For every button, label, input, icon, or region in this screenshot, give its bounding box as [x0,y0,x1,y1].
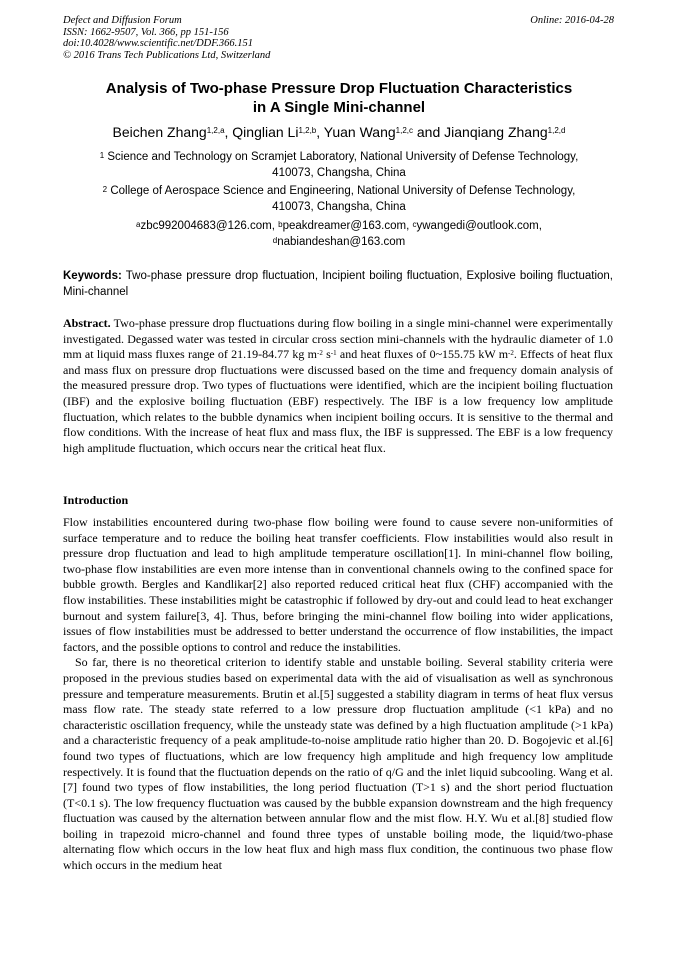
email-marker: c [412,220,417,229]
abstract-exponent: -1 [330,349,337,358]
affiliation-line: Science and Technology on Scramjet Laboratory, National University of Defense Technology, [107,151,579,163]
email-list [60,219,618,250]
email-address: ywangedi@outlook.com, [416,220,542,232]
author-separator: , [316,124,324,140]
paper-title [40,80,638,117]
abstract-block [63,316,613,456]
section-heading-introduction: Introduction [63,493,129,507]
affiliation-line: 410073, Changsha, China [272,200,406,213]
keywords-text: Two-phase pressure drop fluctuation, Incipient boiling fluctuation, Explosive boiling fluctuation, Mini-channel [63,270,613,298]
author-affiliation-marker: 1,2,d [547,126,566,135]
copyright-line: © 2016 Trans Tech Publications Ltd, Switzerland [63,49,271,61]
author-name: Yuan Wang [323,124,396,140]
author-affiliation-marker: 1,2,c [395,126,413,135]
keywords-block [63,269,613,300]
author-list [20,124,658,141]
author-affiliation-marker: 1,2,b [298,126,317,135]
affiliation-marker: 2 [102,185,108,194]
affiliation-marker: 1 [99,151,105,160]
author-name: Qinglian Li [232,124,299,140]
title-line-2: in A Single Mini-channel [252,98,426,116]
abstract-text: Two-phase pressure drop fluctuations during flow boiling in a single mini-channel were experimentally investigated. Degassed water was tested in circular cross section mini-channels with the hydraulic diameter of 1.0 mm at liquid mass fluxes range of 21.19-84.77 kg m [63,316,613,362]
paragraph: So far, there is no theoretical criterion to identify stable and unstable boiling. Several stability criteria were proposed in the previous studies based on experimental data with the aid of visualisation as well as synchronous pressure and temperature measurements. Brutin et al.[5] suggested a stability diagram in terms of heat flux versus mass flow rate. The steady state referred to a low pressure drop fluctuation amplitude (<1 kPa) and no characteristic oscillation frequency, while the unsteady state was defined by a high fluctuation amplitude (>1 kPa) and a characteristic frequency of a peak amplitude-to-noise amplitude ratio higher than 20. D. Bogojevic et al.[6] found two types of fluctuations, which are low frequency high amplitude and high frequency low amplitude respectively. It is found that the fluctuation depends on the ratio of q/G and the inlet liquid subcooling. Wang et al.[7] found two types of flow instabilities, the long period fluctuation (T>1 s) and the short period fluctuation (T<0.1 s). The low frequency fluctuation was caused by the bubble expansion downstream and the high frequency fluctuation was caused by the alternation between annular flow and the mist flow. H.Y. Wu et al.[8] studied flow boiling in trapezoid micro-channel and found three types of unstable boiling mode, the liquid/two-phase alternating flow which occurs in the low heat flux and high mass flux condition, the continuous two phase flow which occurs in the medium heat [63,655,613,873]
affiliation-line: 410073, Changsha, China [272,166,406,179]
author-and: and [413,124,445,140]
email-marker: a [136,220,141,229]
email-marker: b [278,220,283,229]
abstract-label: Abstract. [63,316,111,330]
abstract-text: . Effects of heat flux and mass flux on pressure drop fluctuations were discussed based on the time and frequency domain analysis of the measured pressure drop. Two types of fluctuations were identified, which are the incipient boiling fluctuation (IBF) and the explosive boiling fluctuation (EBF) respectively. The IBF is a low frequency low amplitude fluctuation, which relates to the bubble dynamics when incipient boiling occurs. It is sensitive to the thermal and flow conditions. With the increase of heat flux and mass flux, the IBF is suppressed. The EBF is a low frequency high amplitude fluctuation, which occurs near the critical heat flux. [63,347,613,455]
email-address: zbc992004683@126.com, [140,220,279,232]
author-name: Jianqiang Zhang [444,124,548,140]
affiliation-1 [60,150,618,181]
online-date: Online: 2016-04-28 [530,15,614,26]
abstract-exponent: -2 [508,349,514,358]
journal-name: Defect and Diffusion Forum [63,15,182,26]
issn-line: ISSN: 1662-9507, Vol. 366, pp 151-156 [63,26,229,38]
email-address: nabiandeshan@163.com [277,235,406,248]
author-separator: , [224,124,233,140]
abstract-exponent: -2 [317,349,323,358]
author-name: Beichen Zhang [112,124,207,140]
email-address: peakdreamer@163.com, [282,220,413,232]
introduction-body [63,515,613,874]
journal-header [63,15,270,61]
affiliation-line: College of Aerospace Science and Engineering, National University of Defense Technology, [110,185,576,197]
affiliation-2 [60,184,618,215]
abstract-text: s [322,347,331,362]
keywords-label: Keywords: [63,270,122,282]
email-marker: d [272,235,278,245]
paragraph: Flow instabilities encountered during two-phase flow boiling were found to cause severe non-uniformities of surface temperature and to reduce the boiling heat transfer coefficients. Flow instabilities would also result in pressure drop fluctuation and lead to high amplitude temperature oscillation[1]. In mini-channel flow boiling, two-phase flow instabilities are even more intense than in conventional channels owing to the confined space for bubble growth. Bergles and Kandlikar[2] also reported reduced critical heat flux (CHF) accompanied with the flow instabilities. These instabilities might be catastrophic if followed by dry-out and could lead to heat exchanger burnout and system failure[3, 4]. Thus, before bringing the mini-channel flow boiling into wider applications, issues of flow instabilities must be addressed to better understand the occurrence of flow instabilities, the impact factors, and the possible options to control and reduce the instabilities. [63,515,613,654]
author-affiliation-marker: 1,2,a [206,126,225,135]
title-line-1: Analysis of Two-phase Pressure Drop Fluctuation Characteristics [105,80,573,97]
abstract-text: and heat fluxes of 0~155.75 kW m [336,347,509,362]
doi-line: doi:10.4028/www.scientific.net/DDF.366.151 [63,38,254,50]
